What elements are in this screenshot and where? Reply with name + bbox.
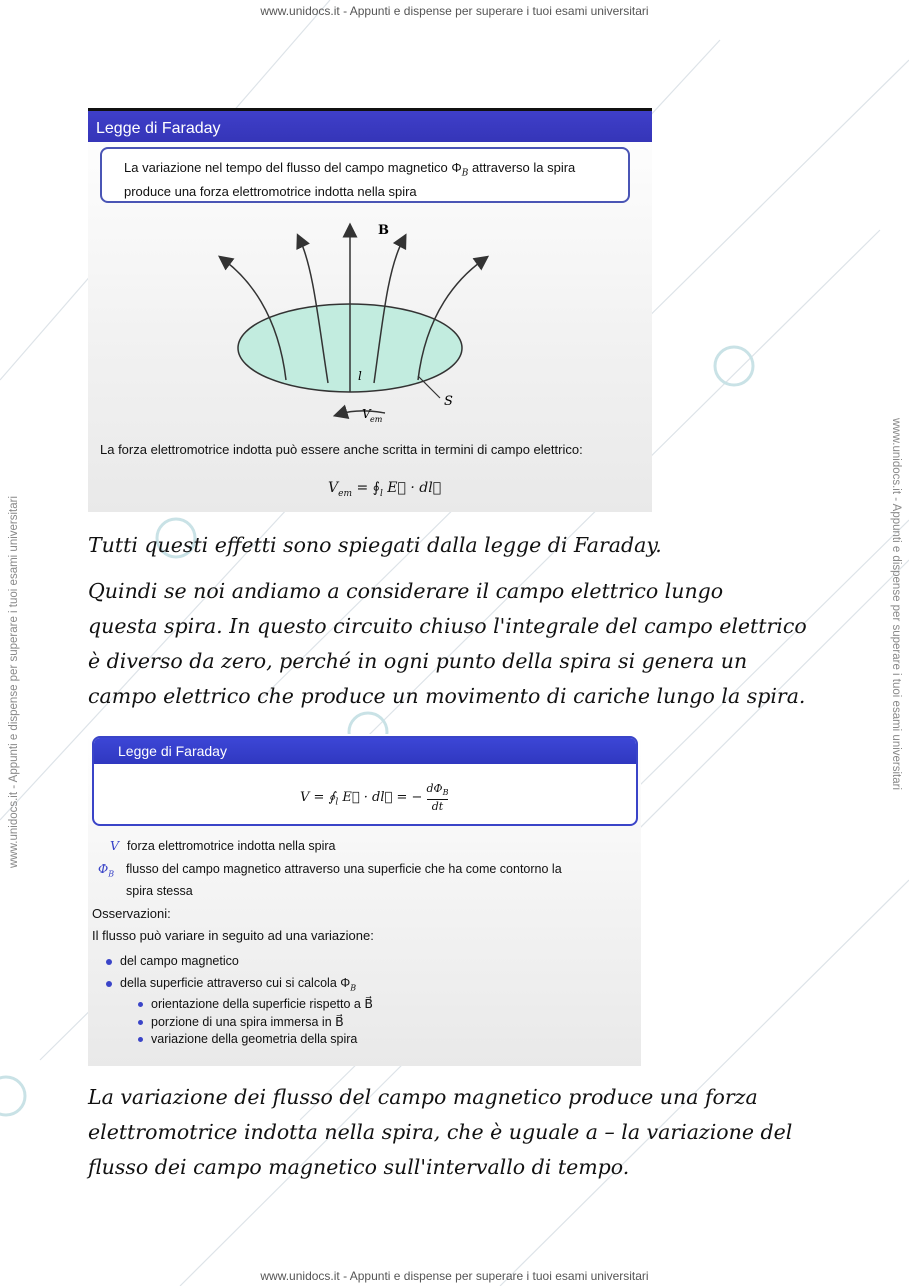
paragraph-3 (88, 1080, 792, 1185)
paragraph-2-line: campo elettrico che produce un movimento di cariche lungo la spira. (88, 684, 806, 708)
paragraph-2 (88, 574, 807, 714)
def2-text-line2: spira stessa (126, 883, 193, 898)
formula-integrand: E⃗ · dl⃗ (382, 480, 442, 496)
def1-text: forza elettromotrice indotta nella spira (127, 839, 336, 853)
observations-intro: Il flusso può variare in seguito ad una variazione: (92, 928, 374, 943)
watermark-bottom: www.unidocs.it - Appunti e dispense per superare i tuoi esami universitari (260, 1269, 649, 1283)
bullet-text: della superficie attraverso cui si calcola Φ (120, 976, 351, 990)
slide-faraday-diagram (88, 108, 652, 512)
paragraph-3-line: La variazione dei flusso del campo magnetico produce una forza (88, 1085, 758, 1109)
label-Vem-sub: em (370, 415, 383, 424)
faraday-formula (300, 782, 448, 813)
label-l: l (358, 369, 362, 383)
subbullet-item (138, 1032, 357, 1046)
emf-formula (328, 480, 441, 499)
def2-text-line1: flusso del campo magnetico attraverso una superficie che ha come contorno la (126, 862, 562, 876)
subbullet-text: variazione della geometria della spira (151, 1032, 358, 1046)
observations-title: Osservazioni: (92, 906, 171, 921)
definition-V (110, 838, 335, 853)
frac-num: dΦ (426, 782, 443, 795)
paragraph-2-line: è diverso da zero, perché in ogni punto della spira si genera un (88, 649, 748, 673)
slide-title: Legge di Faraday (88, 108, 652, 142)
slide-faraday-law (88, 734, 641, 1066)
formula-lhs: V = ∮ (300, 790, 336, 806)
box-text: La variazione nel tempo del flusso del campo magnetico Φ (124, 160, 462, 175)
bottom-text: La forza elettromotrice indotta può essere anche scritta in termini di campo elettrico: (100, 442, 583, 457)
paragraph-2-line: questa spira. In questo circuito chiuso l'integrale del campo elettrico (88, 614, 807, 638)
frac-num-sub: B (442, 788, 449, 798)
box-line-2: produce una forza elettromotrice indotta nella spira (124, 183, 417, 199)
def1-symbol: V (110, 838, 120, 853)
paragraph-1: Tutti questi effetti sono spiegati dalla legge di Faraday. (88, 533, 662, 557)
bullet-item (106, 954, 239, 968)
formula-int-sub: l (379, 488, 383, 499)
formula-box (92, 736, 638, 826)
formula-lhs: V (328, 480, 339, 496)
subbullet-text: orientazione della superficie rispetto a B⃗ (151, 997, 373, 1011)
bullet-text: del campo magnetico (120, 954, 239, 968)
subbullet-item (138, 996, 373, 1011)
bullet-sub: B (350, 983, 357, 993)
box-sub: B (461, 168, 469, 179)
watermark-top: www.unidocs.it - Appunti e dispense per superare i tuoi esami universitari (260, 4, 649, 18)
formula-lhs-sub: em (338, 488, 352, 499)
box-text-2: attraverso la spira (468, 160, 576, 175)
slide-title: Legge di Faraday (94, 738, 636, 764)
formula-mid: E⃗ · dl⃗ = − (338, 790, 423, 806)
paragraph-3-line: flusso dei campo magnetico sull'intervallo di tempo. (88, 1155, 630, 1179)
watermark-left: www.unidocs.it - Appunti e dispense per superare i tuoi esami universitari (8, 495, 20, 868)
label-Vem: V (362, 407, 371, 421)
formula-rhs: = ∮ (352, 480, 380, 496)
subbullet-text: porzione di una spira immersa in B⃗ (151, 1015, 344, 1029)
formula-int-sub: l (335, 797, 339, 808)
label-B: B (378, 223, 389, 238)
subbullet-item (138, 1014, 344, 1029)
def2-symbol-wrap (98, 860, 126, 883)
paragraph-3-line: elettromotrice indotta nella spira, che è uguale a – la variazione del (88, 1120, 793, 1144)
frac-den: dt (431, 800, 444, 814)
paragraph-2-line: Quindi se noi andiamo a considerare il campo elettrico lungo (88, 579, 724, 603)
label-S: S (444, 394, 453, 409)
def2-symbol-sub: B (108, 869, 115, 879)
definition-flux (98, 860, 562, 900)
def2-symbol: Φ (98, 861, 109, 876)
bullet-item (106, 976, 356, 993)
watermark-right: www.unidocs.it - Appunti e dispense per superare i tuoi esami universitari (890, 418, 902, 791)
